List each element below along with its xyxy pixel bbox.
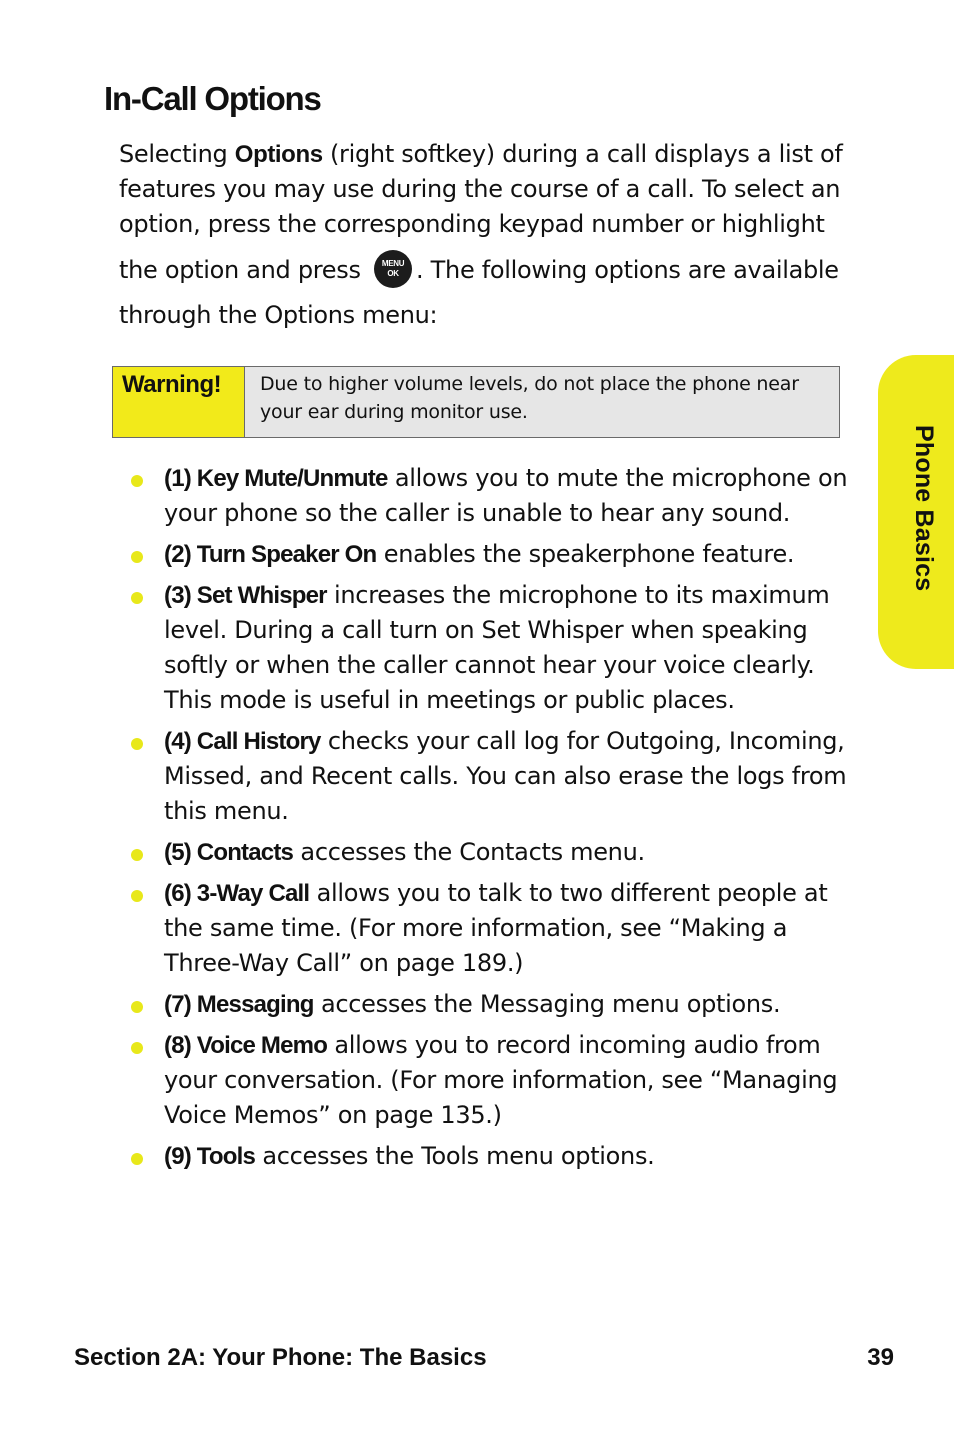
- list-item: [164, 1028, 869, 1133]
- list-item: [164, 724, 869, 829]
- intro-text: . The following options are available: [416, 256, 839, 284]
- footer-section-title: Section 2A: Your Phone: The Basics: [74, 1344, 487, 1371]
- intro-text: Selecting: [119, 140, 235, 168]
- option-title: (1) Key Mute/Unmute: [164, 465, 388, 492]
- list-item: [164, 1139, 869, 1174]
- bullet-icon: [131, 738, 143, 750]
- option-title: (4) Call History: [164, 728, 321, 755]
- intro-text: through the Options menu:: [119, 301, 438, 329]
- list-item: [164, 578, 869, 718]
- intro-text: (right softkey) during a call displays a list of features you may use during the course of a call. To select an option, press the corresponding keypad number or highlight: [119, 140, 843, 238]
- option-title: (8) Voice Memo: [164, 1032, 328, 1059]
- side-tab-label: Phone Basics: [910, 425, 938, 592]
- option-description: allows you to record incoming audio from your conversation. (For more information, see “Managing Voice Memos” on page 135.): [164, 1031, 838, 1129]
- bullet-icon: [131, 1153, 143, 1165]
- bullet-icon: [131, 551, 143, 563]
- options-softkey-label: Options: [234, 141, 323, 168]
- option-title: (2) Turn Speaker On: [164, 541, 377, 568]
- bullet-icon: [131, 849, 143, 861]
- option-title: (9) Tools: [164, 1143, 256, 1170]
- option-description: accesses the Contacts menu.: [293, 838, 645, 866]
- option-description: checks your call log for Outgoing, Incoming, Missed, and Recent calls. You can also erase the logs from this menu.: [164, 727, 847, 825]
- option-title: (7) Messaging: [164, 991, 314, 1018]
- option-title: (3) Set Whisper: [164, 582, 327, 609]
- options-list: [164, 461, 869, 1180]
- warning-text: Due to higher volume levels, do not place the phone near your ear during monitor use.: [245, 367, 839, 437]
- intro-paragraph: [119, 137, 864, 333]
- option-description: increases the microphone to its maximum level. During a call turn on Set Whisper when speaking softly or when the caller cannot hear your voice clearly. This mode is useful in meetings or public places.: [164, 581, 830, 714]
- option-description: enables the speakerphone feature.: [376, 540, 795, 568]
- bullet-icon: [131, 890, 143, 902]
- bullet-icon: [131, 1001, 143, 1013]
- page-title: In-Call Options: [104, 80, 321, 117]
- option-title: (5) Contacts: [164, 839, 294, 866]
- list-item: [164, 876, 869, 981]
- page-footer: [74, 1344, 894, 1372]
- list-item: [164, 987, 869, 1022]
- list-item: [164, 835, 869, 870]
- bullet-icon: [131, 1042, 143, 1054]
- warning-box: [112, 366, 840, 438]
- list-item: [164, 461, 869, 531]
- option-description: allows you to talk to two different people at the same time. (For more information, see “Making a Three-Way Call” on page 189.): [164, 879, 828, 977]
- option-description: accesses the Tools menu options.: [255, 1142, 655, 1170]
- menu-ok-key-icon: MENU OK: [374, 250, 412, 288]
- warning-label: Warning!: [113, 367, 245, 437]
- option-title: (6) 3-Way Call: [164, 880, 310, 907]
- bullet-icon: [131, 475, 143, 487]
- bullet-icon: [131, 592, 143, 604]
- option-description: allows you to mute the microphone on your phone so the caller is unable to hear any sound.: [164, 464, 848, 527]
- option-description: accesses the Messaging menu options.: [313, 990, 781, 1018]
- intro-text: the option and press: [119, 256, 361, 284]
- list-item: [164, 537, 869, 572]
- page-number: 39: [867, 1344, 894, 1371]
